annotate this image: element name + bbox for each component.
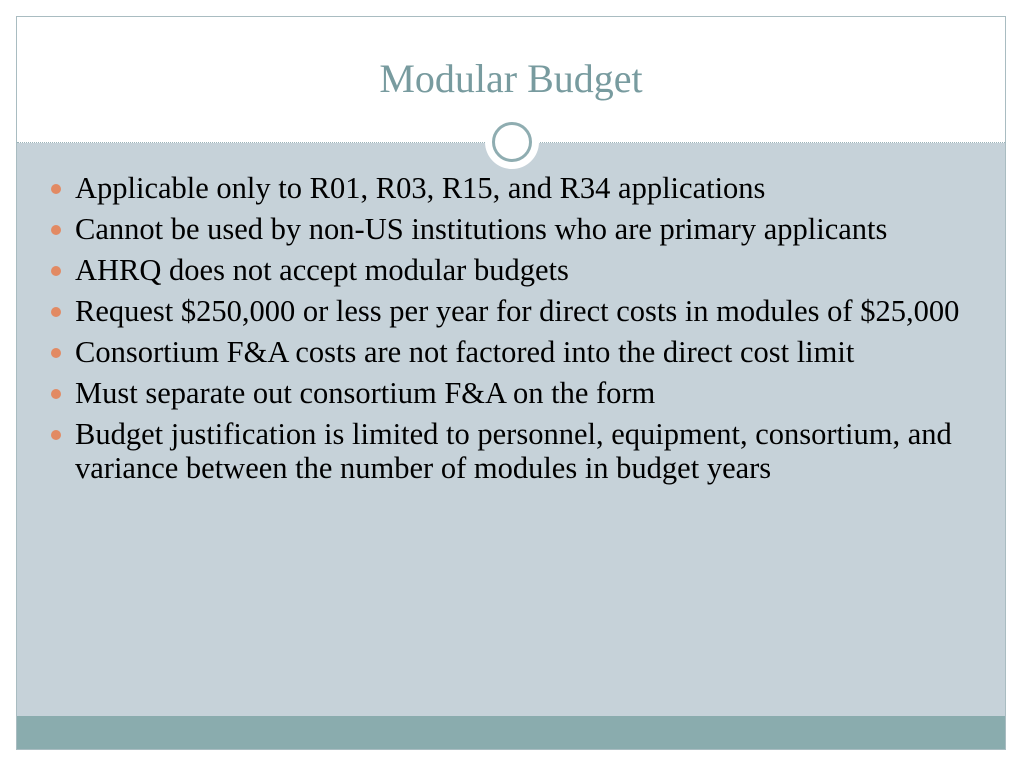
bullet-text: Applicable only to R01, R03, R15, and R34 applications bbox=[75, 171, 766, 205]
bullet-text: AHRQ does not accept modular budgets bbox=[75, 253, 569, 287]
bullet-item bbox=[51, 212, 971, 246]
slide-frame bbox=[16, 16, 1006, 750]
bullet-item bbox=[51, 253, 971, 287]
bullet-dot-icon bbox=[51, 430, 61, 440]
bullet-item bbox=[51, 171, 971, 205]
bullet-item bbox=[51, 417, 971, 485]
ring-icon bbox=[492, 122, 532, 162]
bullet-dot-icon bbox=[51, 348, 61, 358]
bullet-item bbox=[51, 376, 971, 410]
bullet-text: Must separate out consortium F&A on the form bbox=[75, 376, 656, 410]
circle-ornament-icon bbox=[485, 115, 539, 169]
bullet-dot-icon bbox=[51, 389, 61, 399]
content-area bbox=[17, 143, 1005, 716]
bullet-dot-icon bbox=[51, 307, 61, 317]
bullet-text: Consortium F&A costs are not factored into the direct cost limit bbox=[75, 335, 855, 369]
footer-band bbox=[17, 716, 1005, 750]
bullet-item bbox=[51, 294, 971, 328]
bullet-dot-icon bbox=[51, 225, 61, 235]
bullet-text: Request $250,000 or less per year for direct costs in modules of $25,000 bbox=[75, 294, 960, 328]
bullet-dot-icon bbox=[51, 184, 61, 194]
bullet-dot-icon bbox=[51, 266, 61, 276]
bullet-item bbox=[51, 335, 971, 369]
bullet-list bbox=[51, 171, 971, 492]
slide-title: Modular Budget bbox=[379, 56, 643, 101]
bullet-text: Budget justification is limited to personnel, equipment, consortium, and variance between the number of modules in budget years bbox=[75, 417, 952, 485]
bullet-text: Cannot be used by non-US institutions who are primary applicants bbox=[75, 212, 888, 246]
